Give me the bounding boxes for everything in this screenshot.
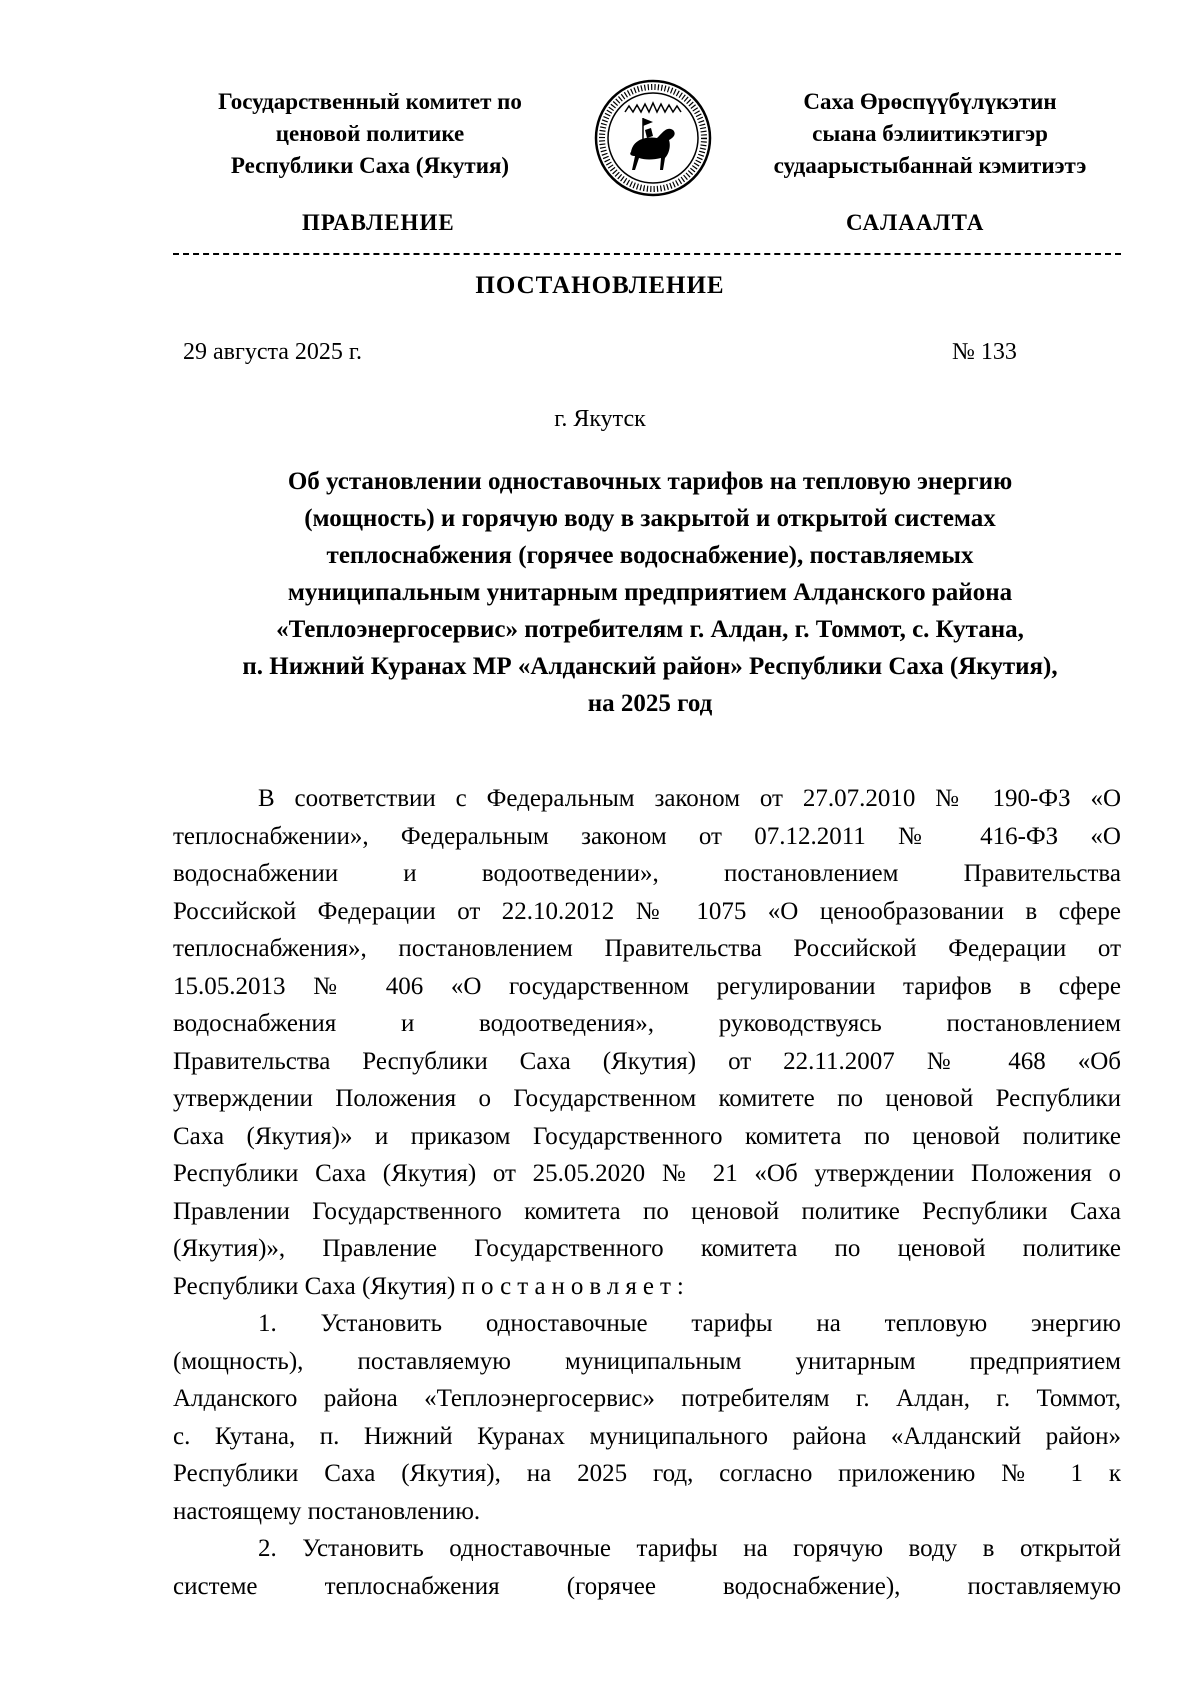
item-1-line: настоящему постановлению. (173, 1497, 481, 1525)
preamble-line: водоснабжения и водоотведения», руководствуясь постановлением (173, 1010, 1121, 1037)
preamble-line: теплоснабжения», постановлением Правительства Российской Федерации от (173, 935, 1121, 962)
preamble-line: В соответствии с Федеральным законом от 27.07.2010 № 190-ФЗ «О (258, 785, 1121, 812)
preamble-line: Республики Саха (Якутия) от 25.05.2020 № 21 «Об утверждении Положения о (173, 1160, 1121, 1187)
preamble-paragraph (173, 780, 1121, 1305)
document-type: ПОСТАНОВЛЕНИЕ (475, 272, 725, 299)
title-line: (мощность) и горячую воду в закрытой и открытой системах (304, 505, 996, 532)
dashed-divider (173, 253, 1121, 255)
preamble-last-line (173, 1268, 1121, 1306)
document-city: г. Якутск (554, 406, 646, 432)
preamble-line: 15.05.2013 № 406 «О государственном регулировании тарифов в сфере (173, 972, 1121, 1000)
preamble-line: водоснабжении и водоотведении», постановлением Правительства (173, 860, 1121, 887)
org-name-line: Республики Саха (Якутия) (230, 153, 510, 178)
document-body (173, 780, 1121, 1605)
org-name-yakut (730, 86, 1130, 182)
title-line: п. Нижний Куранах МР «Алданский район» Республики Саха (Якутия), (242, 653, 1058, 680)
item-1-line: с. Кутана, п. Нижний Куранах муниципального района «Алданский район» (173, 1422, 1121, 1450)
preamble-line: (Якутия)», Правление Государственного комитета по ценовой политике (173, 1235, 1121, 1262)
preamble-line: Правлении Государственного комитета по ценовой политике Республики Саха (173, 1197, 1121, 1225)
title-line: «Теплоэнергосервис» потребителям г. Алдан, г. Томмот, с. Кутана, (276, 616, 1024, 643)
department-russian: ПРАВЛЕНИЕ (302, 210, 455, 235)
item-1-paragraph (173, 1305, 1121, 1530)
document-number: № 133 (952, 339, 1017, 365)
org-name-line: судаарыстыбаннай кэмитиэтэ (773, 153, 1087, 178)
org-name-line: Саха Өрөспүүбүлүкэтин (803, 89, 1057, 114)
title-line: муниципальным унитарным предприятием Алданского района (287, 579, 1013, 606)
title-line: теплоснабжения (горячее водоснабжение), поставляемых (326, 542, 974, 569)
item-1-line: (мощность), поставляемую муниципальным унитарным предприятием (173, 1347, 1121, 1375)
department-yakut: САЛААЛТА (846, 210, 985, 235)
document-date: 29 августа 2025 г. (183, 339, 363, 365)
item-2-paragraph (173, 1530, 1121, 1605)
item-1-line: Республики Саха (Якутия), на 2025 год, согласно приложению № 1 к (173, 1460, 1121, 1487)
preamble-line: теплоснабжении», Федеральным законом от 07.12.2011 № 416-ФЗ «О (173, 822, 1121, 850)
preamble-line: Саха (Якутия)» и приказом Государственного комитета по ценовой политике (173, 1122, 1121, 1150)
letterhead (170, 86, 1130, 196)
item-1-line: Алданского района «Теплоэнергосервис» потребителям г. Алдан, г. Томмот, (173, 1385, 1121, 1412)
title-line: Об установлении одноставочных тарифов на тепловую энергию (287, 468, 1013, 495)
org-name-line: сыана бэлиитикэтигэр (812, 121, 1048, 146)
preamble-line: утверждении Положения о Государственном комитете по ценовой Республики (173, 1085, 1121, 1112)
coat-of-arms-emblem (593, 78, 713, 198)
org-name-line: ценовой политике (275, 121, 465, 146)
preamble-line: Правительства Республики Саха (Якутия) от 22.11.2007 № 468 «Об (173, 1047, 1121, 1075)
item-2-line: системе теплоснабжения (горячее водоснабжение), поставляемую (173, 1572, 1121, 1600)
item-2-line: 2. Установить одноставочные тарифы на горячую воду в открытой (258, 1535, 1121, 1562)
preamble-line: Российской Федерации от 22.10.2012 № 1075 «О ценообразовании в сфере (173, 897, 1121, 925)
document-title (170, 463, 1130, 722)
preamble-last-prefix: Республики Саха (Якутия) (173, 1272, 462, 1300)
item-1-line: 1. Установить одноставочные тарифы на тепловую энергию (258, 1310, 1121, 1337)
resolves-word: постановляет: (461, 1272, 690, 1300)
org-name-russian (170, 86, 570, 182)
org-name-line: Государственный комитет по (218, 89, 522, 114)
title-line: на 2025 год (587, 690, 713, 717)
